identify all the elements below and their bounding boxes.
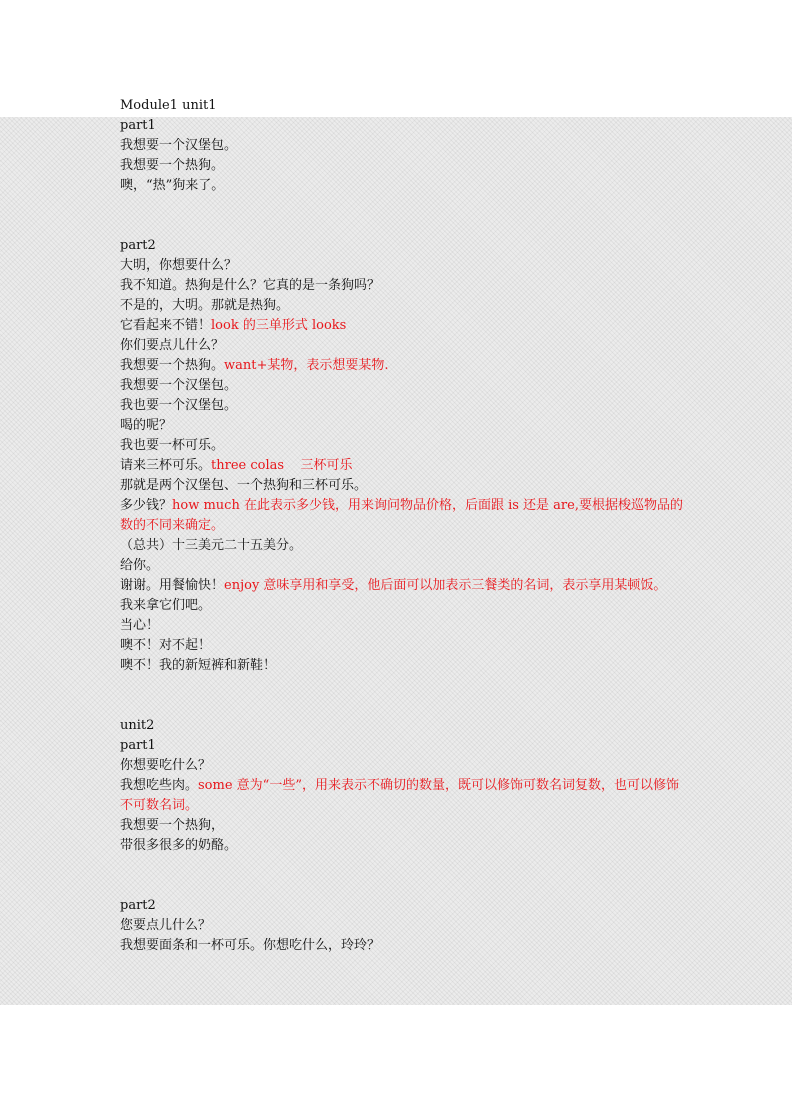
dialogue-line: 当心！ — [120, 618, 160, 633]
dialogue-line: 我想要面条和一杯可乐。你想吃什么，玲玲？ — [120, 938, 381, 953]
section-spacer — [120, 676, 690, 716]
dialogue-line — [120, 496, 690, 536]
section-spacer — [120, 196, 690, 236]
grammar-note: how much 在此表示多少钱，用来询问物品价格，后面跟 is 还是 are,要根据梭巡物品的数的不同来确定。 — [120, 498, 683, 533]
unit-heading: unit2 — [120, 718, 155, 733]
dialogue-line: 我不知道。热狗是什么？它真的是一条狗吗？ — [120, 278, 381, 293]
dialogue-text: 谢谢。用餐愉快！ — [120, 578, 225, 593]
dialogue-line: 噢，“热”狗来了。 — [120, 178, 225, 193]
grammar-note: want+某物，表示想要某物. — [224, 358, 389, 373]
dialogue-line — [120, 356, 690, 376]
dialogue-line: 你想要吃什么？ — [120, 758, 212, 773]
dialogue-line — [120, 776, 690, 816]
section-spacer — [120, 856, 690, 896]
dialogue-text: 我想吃些肉。 — [120, 778, 199, 793]
section-heading: part1 — [120, 118, 156, 133]
dialogue-line: 噢不！我的新短裤和新鞋！ — [120, 658, 277, 673]
dialogue-line: 您要点儿什么？ — [120, 918, 212, 933]
dialogue-line: 那就是两个汉堡包、一个热狗和三杯可乐。 — [120, 478, 368, 493]
dialogue-line: 喝的呢？ — [120, 418, 173, 433]
document-body — [120, 96, 690, 956]
dialogue-line: 噢不！对不起！ — [120, 638, 212, 653]
dialogue-line: 不是的，大明。那就是热狗。 — [120, 298, 290, 313]
dialogue-line — [120, 456, 690, 476]
dialogue-text: 我想要一个热狗。 — [120, 358, 225, 373]
dialogue-line: 你们要点儿什么？ — [120, 338, 225, 353]
grammar-note: enjoy 意味享用和享受，他后面可以加表示三餐类的名词，表示享用某顿饭。 — [224, 578, 667, 593]
dialogue-line: 我想要一个汉堡包。 — [120, 378, 238, 393]
dialogue-line: 我想要一个热狗。 — [120, 158, 225, 173]
dialogue-text: 它看起来不错！ — [120, 318, 212, 333]
dialogue-line — [120, 576, 690, 596]
dialogue-line: 我也要一杯可乐。 — [120, 438, 225, 453]
section-heading: part1 — [120, 738, 156, 753]
dialogue-line: 带很多很多的奶酪。 — [120, 838, 238, 853]
dialogue-line: （总共）十三美元二十五美分。 — [120, 538, 303, 553]
grammar-note: look 的三单形式 looks — [211, 318, 347, 333]
dialogue-line: 我想要一个汉堡包。 — [120, 138, 238, 153]
grammar-note: three colas 三杯可乐 — [211, 458, 353, 473]
dialogue-text: 多少钱？ — [120, 498, 173, 513]
dialogue-line: 我想要一个热狗， — [120, 818, 225, 833]
dialogue-line: 我来拿它们吧。 — [120, 598, 212, 613]
grammar-note: some 意为“一些”，用来表示不确切的数量，既可以修饰可数名词复数，也可以修饰不可数名词。 — [120, 778, 679, 813]
dialogue-text: 请来三杯可乐。 — [120, 458, 212, 473]
dialogue-line: 给你。 — [120, 558, 160, 573]
module-title: Module1 unit1 — [120, 98, 217, 113]
dialogue-line: 大明，你想要什么？ — [120, 258, 238, 273]
section-heading: part2 — [120, 898, 156, 913]
section-heading: part2 — [120, 238, 156, 253]
dialogue-line — [120, 316, 690, 336]
dialogue-line: 我也要一个汉堡包。 — [120, 398, 238, 413]
